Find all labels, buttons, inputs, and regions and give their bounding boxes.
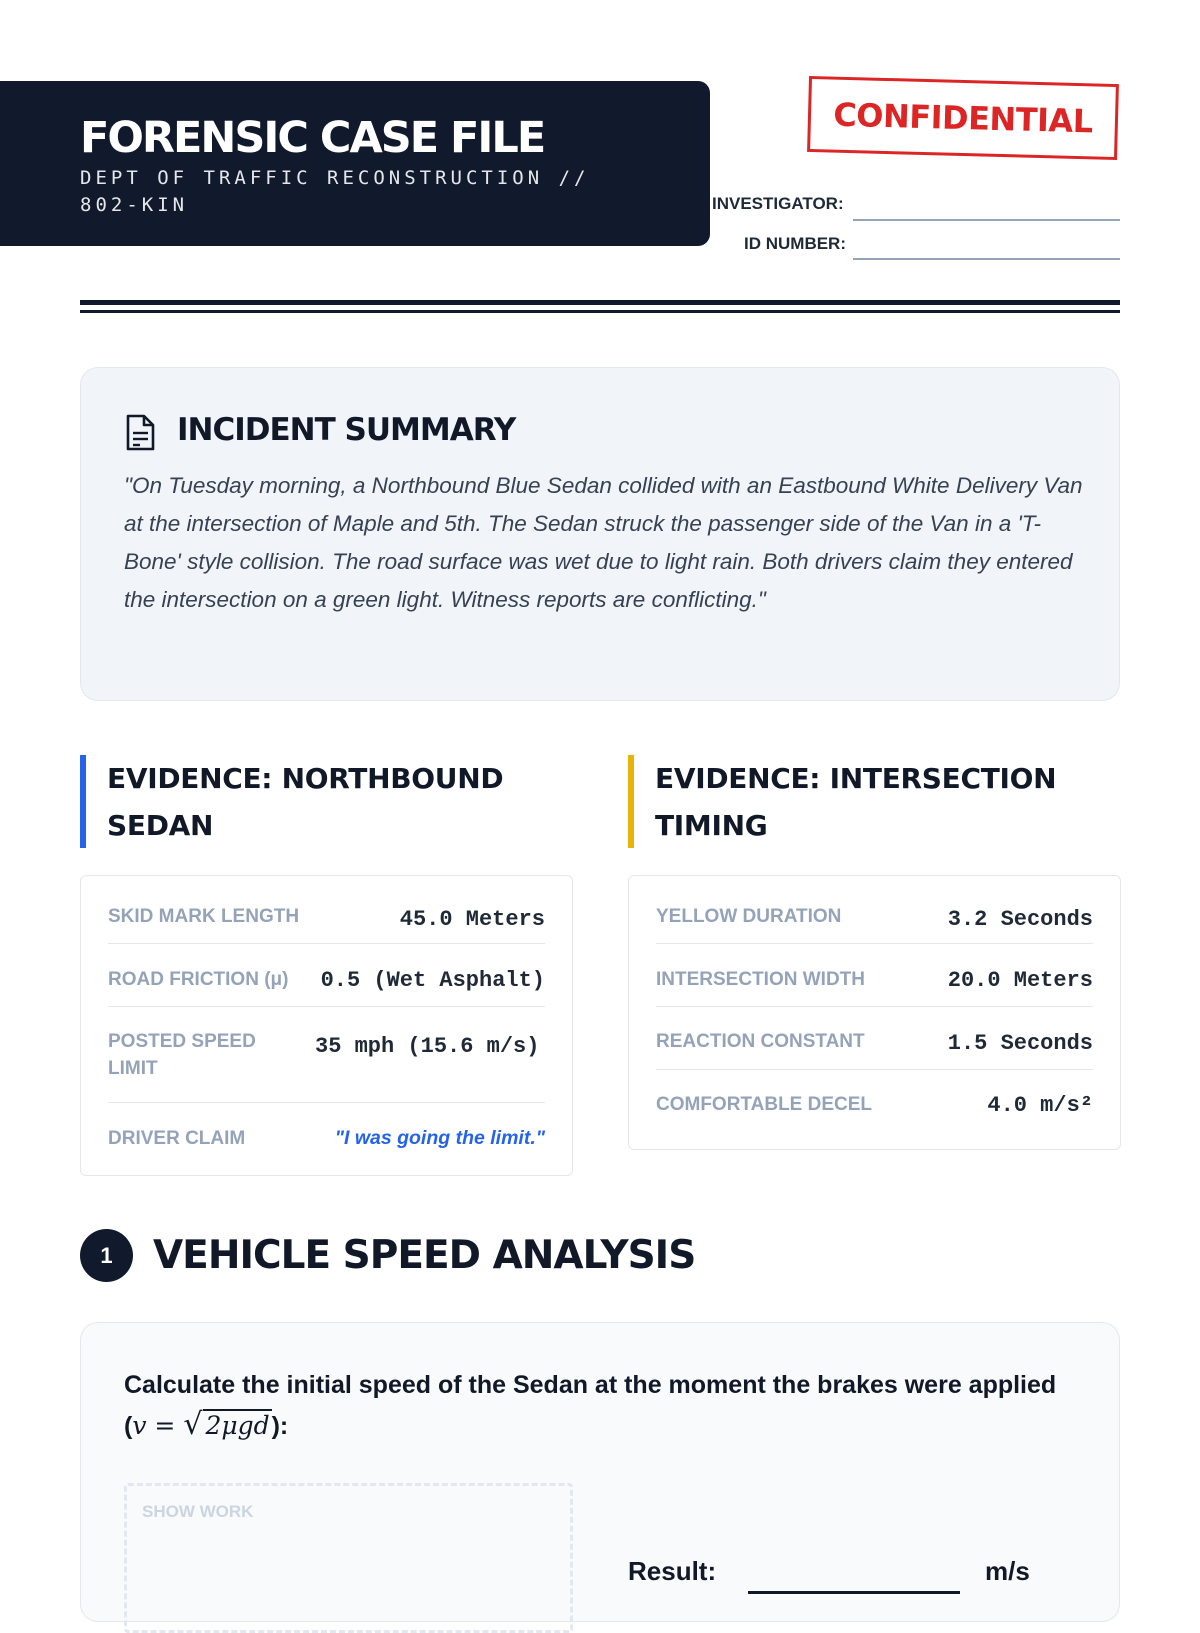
evidence-label: INTERSECTION WIDTH: [656, 969, 865, 990]
page-subtitle: DEPT OF TRAFFIC RECONSTRUCTION // 802-KIN: [80, 167, 590, 216]
evidence-label: DRIVER CLAIM: [108, 1128, 246, 1149]
step-number-badge: 1: [80, 1229, 133, 1282]
show-work-area[interactable]: [124, 1483, 573, 1633]
result-unit: m/s: [985, 1556, 1030, 1586]
id-number-field[interactable]: [853, 258, 1120, 260]
page-title: FORENSIC CASE FILE: [80, 113, 545, 163]
result-input[interactable]: [748, 1591, 960, 1594]
evidence-value: 45.0 Meters: [399, 907, 545, 932]
evidence-sedan-heading: [80, 755, 560, 848]
evidence-row: [656, 876, 1093, 944]
formula-radicand: 2μgd: [205, 1411, 270, 1440]
investigator-label: INVESTIGATOR:: [712, 194, 844, 213]
driver-claim-value: "I was going the limit.": [334, 1127, 545, 1149]
evidence-row: [656, 944, 1093, 1007]
evidence-timing-heading: [628, 755, 1108, 848]
summary-text: "On Tuesday morning, a Northbound Blue Sedan collided with an Eastbound White Delivery Van at the intersection of Maple and 5th. The Sedan struck the passenger side of the Van in a 'T-Bone' style collision. The road surface was wet due to light rain. Both drivers claim they entered the intersection on a green light. Witness reports are conflicting.": [124, 473, 1083, 612]
speed-analysis-card: [80, 1322, 1120, 1622]
task-prompt-text: Calculate the initial speed of the Sedan at the moment the brakes were applied: [124, 1371, 1057, 1399]
evidence-row: [656, 1007, 1093, 1070]
evidence-value: 0.5 (Wet Asphalt): [320, 968, 545, 993]
id-number-label: ID NUMBER:: [744, 234, 846, 253]
evidence-label: REACTION CONSTANT: [656, 1031, 865, 1052]
evidence-row: [656, 1070, 1093, 1132]
evidence-label: YELLOW DURATION: [656, 906, 842, 927]
document-icon: [124, 414, 156, 457]
evidence-row: [108, 1007, 545, 1103]
formula: [132, 1407, 271, 1442]
confidential-stamp: [807, 76, 1119, 160]
section-title: VEHICLE SPEED ANALYSIS: [153, 1233, 696, 1278]
evidence-row: [108, 876, 545, 944]
sqrt-icon: √: [183, 1407, 203, 1442]
evidence-value: 35 mph (15.6 m/s): [315, 1034, 540, 1059]
evidence-row: [108, 944, 545, 1007]
header-divider-thin: [80, 310, 1120, 313]
evidence-value: 3.2 Seconds: [947, 907, 1093, 932]
evidence-value: 20.0 Meters: [947, 968, 1093, 993]
evidence-row: [108, 1103, 545, 1173]
evidence-value: 1.5 Seconds: [947, 1031, 1093, 1056]
evidence-label: ROAD FRICTION (μ): [108, 969, 289, 990]
incident-summary-card: [80, 367, 1120, 701]
evidence-label: POSTED SPEED LIMIT: [108, 1031, 256, 1079]
investigator-field[interactable]: [853, 219, 1120, 221]
summary-title: INCIDENT SUMMARY: [177, 412, 516, 448]
evidence-sedan-title: EVIDENCE: NORTHBOUND SEDAN: [107, 762, 504, 842]
evidence-value: 4.0 m/s²: [987, 1093, 1093, 1118]
evidence-label: COMFORTABLE DECEL: [656, 1094, 873, 1115]
header-divider: [80, 300, 1120, 305]
evidence-timing-title: EVIDENCE: INTERSECTION TIMING: [655, 762, 1057, 842]
stamp-text: CONFIDENTIAL: [832, 95, 1094, 141]
formula-lhs: v =: [132, 1411, 176, 1440]
evidence-label: SKID MARK LENGTH: [108, 906, 300, 927]
evidence-sedan-table: [80, 875, 573, 1176]
evidence-timing-table: [628, 875, 1121, 1150]
task-prompt: Calculate the initial speed of the Sedan at the moment the brakes were applied (v = √ 2μgd):: [124, 1371, 1057, 1442]
result-label: Result:: [628, 1556, 717, 1586]
show-work-label: SHOW WORK: [142, 1502, 254, 1521]
